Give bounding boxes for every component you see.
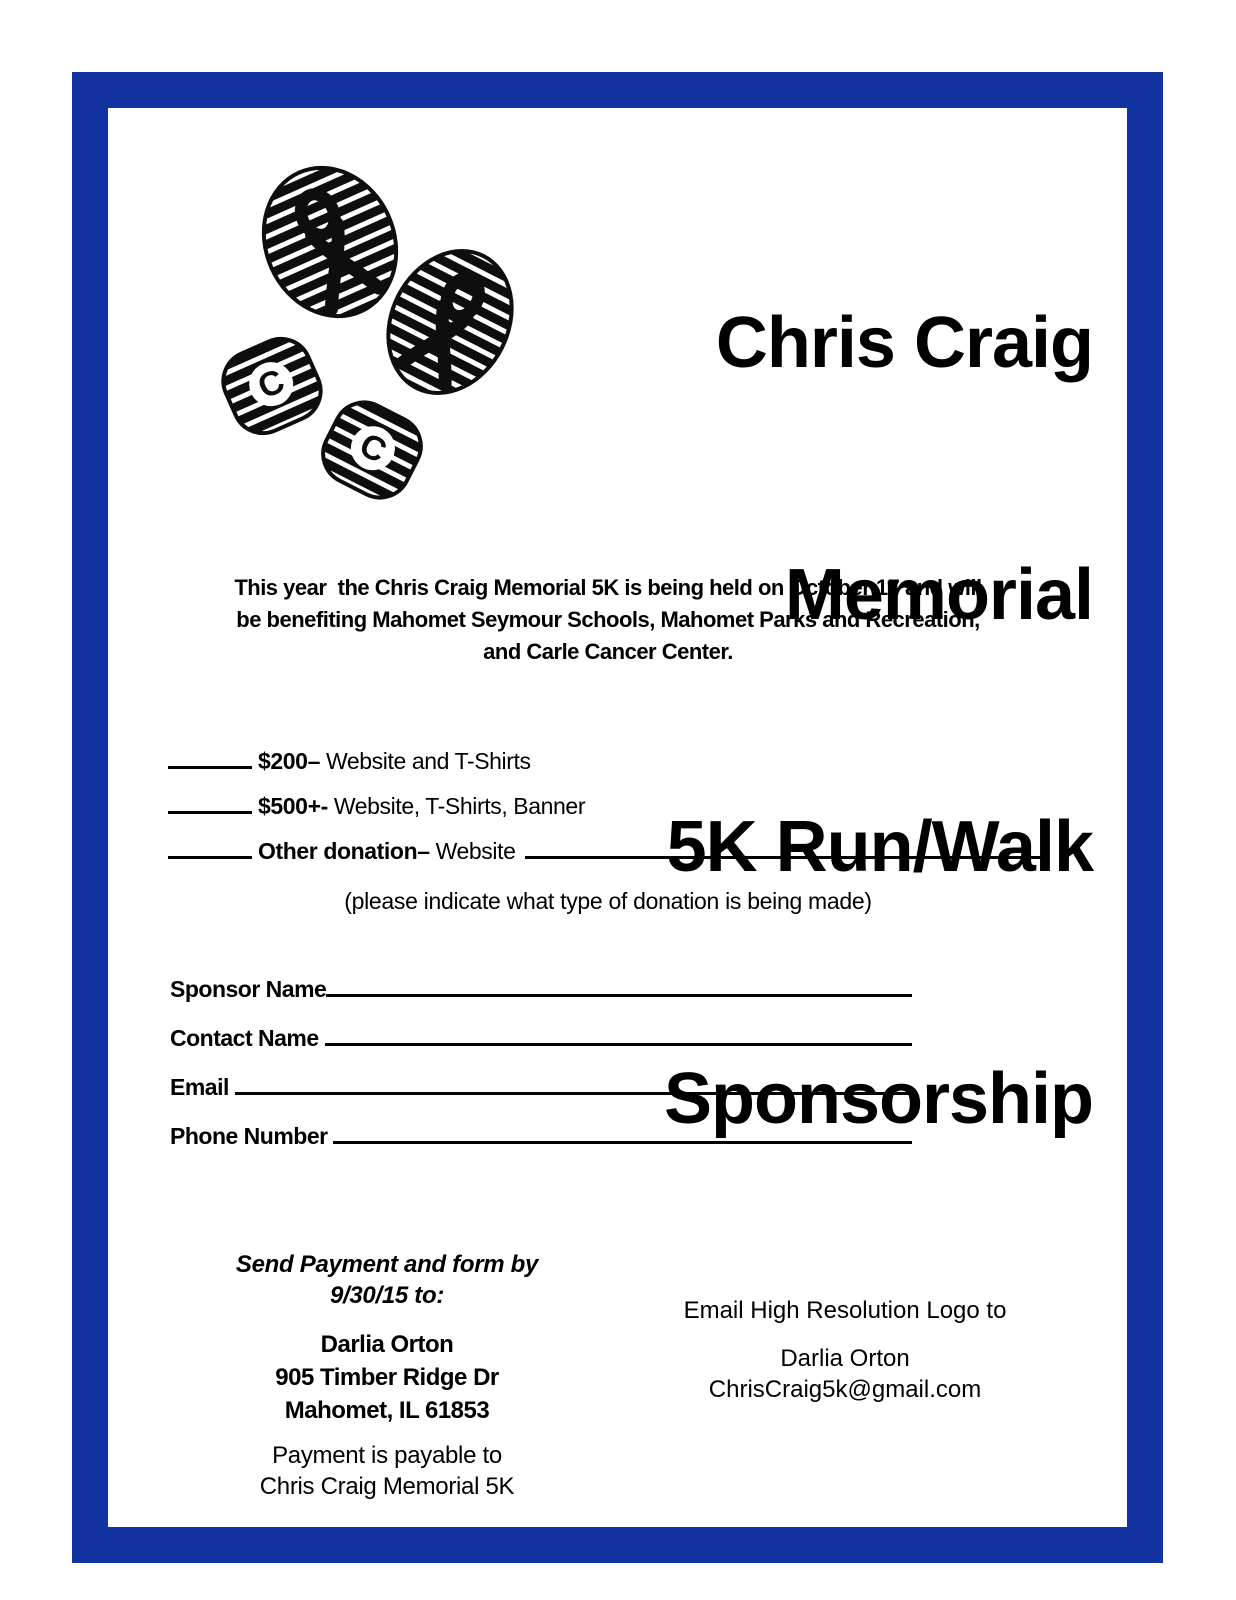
logo-request-contact-name: Darlia Orton (780, 1345, 910, 1372)
left-shoe-heel (214, 329, 330, 442)
heel-letter: C (353, 425, 393, 471)
heel-letter: C (252, 361, 291, 407)
title-line-3: 5K Run/Walk (666, 807, 1093, 887)
logo-request-line: Email High Resolution Logo to (683, 1297, 1007, 1324)
dash: – (417, 838, 430, 864)
right-shoe-heel (313, 392, 431, 508)
email-write-line (235, 1084, 912, 1095)
selection-blank-line (168, 760, 252, 769)
payment-recipient-name: Darlia Orton (320, 1331, 454, 1358)
field-sponsor-name (170, 976, 912, 1025)
selection-blank-line (168, 805, 252, 814)
selection-blank-line (168, 850, 252, 859)
donation-benefit: Website and T-Shirts (319, 748, 531, 774)
field-label: Email (170, 1074, 235, 1100)
donation-benefit: Website, T-Shirts, Banner (327, 793, 586, 819)
payable-line-2: Chris Craig Memorial 5K (259, 1473, 515, 1500)
payable-line-1: Payment is payable to (272, 1442, 502, 1469)
payment-heading-line-1: Send Payment and form by (235, 1251, 539, 1278)
title-line-1: Chris Craig (715, 303, 1093, 383)
intro-line-1: This year the Chris Craig Memorial 5K is being held on October 17 and will (234, 575, 982, 600)
payment-heading-line-2: 9/30/15 to: (329, 1282, 445, 1309)
donation-amount: $200 (258, 748, 308, 774)
intro-line-3: and Carle Cancer Center. (483, 639, 733, 664)
donation-amount: Other donation (258, 838, 418, 864)
donation-benefit: Website (429, 838, 516, 864)
dash: – (307, 748, 320, 774)
logo-request (645, 1295, 1045, 1405)
field-label: Sponsor Name (170, 976, 327, 1002)
intro-line-2: be benefiting Mahomet Seymour Schools, Mahomet Parks and Recreation, (236, 607, 980, 632)
donation-amount: $500+ (258, 793, 321, 819)
logo-request-email: ChrisCraig5k@gmail.com (708, 1376, 982, 1403)
donation-option-500 (168, 793, 1045, 838)
intro-paragraph (88, 572, 1128, 668)
donation-note: (please indicate what type of donation is being made) (344, 888, 872, 914)
field-phone-number (170, 1123, 912, 1172)
field-email (170, 1074, 912, 1123)
payment-address-line-2: Mahomet, IL 61853 (284, 1397, 490, 1424)
shoe-prints-ribbon-logo (198, 150, 538, 520)
payment-instructions (197, 1249, 577, 1502)
title-line-2: Memorial (784, 555, 1093, 635)
dash: - (320, 793, 328, 819)
other-donation-write-line (525, 848, 1045, 859)
field-contact-name (170, 1025, 912, 1074)
title-line-4: Sponsorship (663, 1059, 1093, 1139)
donation-options (168, 748, 1045, 883)
sponsor-name-write-line (326, 986, 912, 997)
donation-option-other (168, 838, 1045, 883)
phone-number-write-line (333, 1133, 912, 1144)
donation-option-200 (168, 748, 1045, 793)
field-label: Contact Name (170, 1025, 325, 1051)
field-label: Phone Number (170, 1123, 334, 1149)
sponsor-form-fields (170, 976, 912, 1172)
payment-address-line-1: 905 Timber Ridge Dr (275, 1364, 499, 1391)
contact-name-write-line (325, 1035, 912, 1046)
